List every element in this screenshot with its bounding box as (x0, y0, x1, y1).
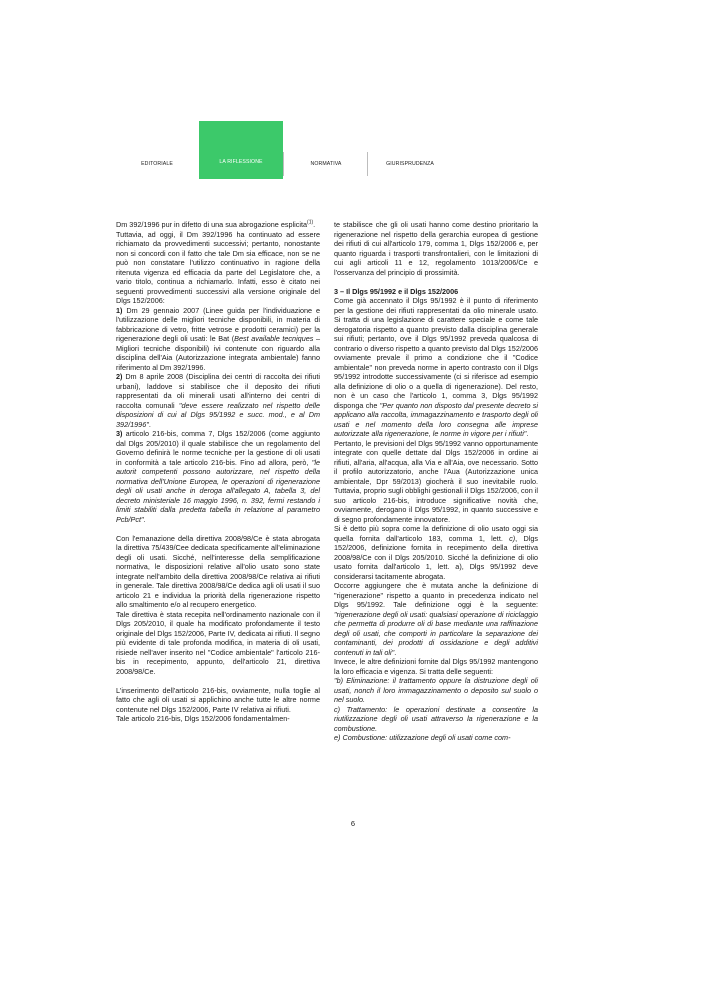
tab-la-riflessione[interactable]: LA RIFLESSIONE (199, 121, 283, 179)
text-column-right (334, 220, 538, 743)
page-number: 6 (350, 819, 356, 828)
paragraph: Tale articolo 216-bis, Dlgs 152/2006 fondamentalmen- (116, 714, 290, 723)
section-nav (115, 124, 451, 204)
definition-item: e) Combustione: utilizzazione degli oli usati come com- (334, 733, 511, 742)
paragraph: Tale direttiva è stata recepita nell'ordinamento nazionale con il Dlgs 205/2010, il quale ha modificato profondamente il testo originale del Dlgs 152/2006, Parte IV, dedicata ai rifiuti. Il segno più evidente di tale profonda modifica, in materia di oli usati, risiede nell'aver inserito nel "Codice ambientale" l'articolo 216-bis in recepimento, appunto, dell'articolo 21, direttiva 2008/98/Ce. (116, 609, 320, 676)
definition-item: "b) Eliminazione: il trattamento oppure la distruzione degli oli usati, nonch il loro immagazzinamento o deposito sul suolo o nel suolo. (334, 676, 538, 704)
tab-normativa[interactable]: NORMATIVA (283, 152, 368, 176)
paragraph: Dm 392/1996 pur in difetto di una sua abrogazione esplicita$^{(1)}$. (116, 219, 316, 229)
tab-giurisprudenza[interactable]: GIURISPRUDENZA (367, 152, 452, 176)
paragraph: Si è detto più sopra come la definizione di olio usato oggi sia quella fornita dall'articolo 183, comma 1, lett. c), Dlgs 152/2006, definizione fornita in recepimento della direttiva 2008/98/Ce con il Dlgs 205/2010. Sicché la definizione di olio usato fornita dall'articolo 1, lett. a), Dlgs 95/1992 deve considerarsi tacitamente abrogata. (334, 524, 538, 581)
paragraph: Come già accennato il Dlgs 95/1992 è il punto di riferimento per la gestione dei rifiuti rappresentati da olio minerale usato. Si tratta di una legislazione di carattere speciale e come tale derogatoria rispetto a quanto previsto dalla disciplina generale sui rifiuti; pertanto, ove il Dlgs 95/1992 preveda qualcosa di contrario o diverso rispetto a quanto previsto dal Dlgs 152/2006 ovviamente prevale il primo a condizione che il "Codice ambientale" non preveda norme in aperto contrasto con il Dlgs 95/1992 introdotte successivamente (ci si riferisce ad esempio alla definizione di olio o a quella di rigenerazione). Del resto, non è un caso che l'articolo 1, comma 3, Dlgs 95/1992 disponga che "Per quanto non disposto dal presente decreto si applicano alla raccolta, immagazzinamento e trasporto degli oli usati e nel momento della loro consegna alle imprese autorizzate alla rigenerazione, le norme in vigore per i rifiuti". (334, 296, 538, 438)
list-item: 1) Dm 29 gennaio 2007 (Linee guida per l'individuazione e l'utilizzazione delle migliori tecniche disponibili, in materia di fabbricazione di vetro, fritte vetrose e prodotti ceramici) per la rigenerazione degli oli usati: le Bat (Best available tecniques – Migliori tecniche disponibili) ivi contenute con riguardo alla disciplina dell'Aia (Autorizzazione integrata ambientale) fanno riferimento al Dm 392/1996. (116, 305, 320, 372)
paragraph: L'inserimento dell'articolo 216-bis, ovviamente, nulla toglie al fatto che agli oli usati si applichino anche tutte le altre norme contenute nel Dlgs 152/2006, Parte IV relativa ai rifiuti. (116, 685, 320, 714)
paragraph: Occorre aggiungere che è mutata anche la definizione di "rigenerazione" rispetto a quanto in precedenza indicato nel Dlgs 95/1992. Tale definizione oggi è la seguente: "rigenerazione degli oli usati: qualsiasi operazione di riciclaggio che permetta di produrre oli di base mediante una raffinazione degli oli usati, che comporti in particolare la separazione dei contaminanti, dei prodotti di ossidazione e degli additivi contenuti in tali oli". (334, 581, 538, 657)
list-item: 2) Dm 8 aprile 2008 (Disciplina dei centri di raccolta dei rifiuti urbani), laddove si stabilisce che il deposito dei rifiuti rappresentati da oli minerali usati all'interno dei centri di raccolta comunali "deve essere realizzato nel rispetto delle disposizioni di cui al Dlgs 95/1992 e succ. mod., e al Dm 392/1996". (116, 372, 320, 429)
tab-editoriale[interactable]: EDITORIALE (141, 161, 173, 167)
paragraph: Pertanto, le previsioni del Dlgs 95/1992 vanno opportunamente integrate con quelle dettate dal Dlgs 152/2006 in ordine ai rifiuti, all'aria, all'acqua, alla Via e all'Aia, ove necessario. Sotto il profilo autorizzatorio, anche l'Aua (Autorizzazione unica ambientale, Dpr 59/2013) giocherà il suo inevitabile ruolo. Tuttavia, proprio sugli obblighi gestionali il Dlgs 152/2006, con il suo articolo 216-bis, introduce significative novità che, ovviamente, derogano il Dlgs 95/1992, in quanto successive e di segno profondamente innovatore. (334, 438, 538, 524)
footnote-ref[interactable]: (1) (307, 219, 314, 226)
section-heading: 3 – Il Dlgs 95/1992 e il Dlgs 152/2006 (334, 286, 459, 296)
paragraph: Tuttavia, ad oggi, il Dm 392/1996 ha continuato ad essere richiamato da provvedimenti successivi; pertanto, nonostante non si concordi con il fatto che tale Dm sia efficace, non se ne può non constatare l'utilizzo continuativo in ragione della ritenuta vigenza ed efficacia da parte del Legislatore che, a vario titolo, continua a richiamarlo. Infatti, esso è citato nei seguenti provvedimenti successivi alla versione originale del Dlgs 152/2006: (116, 229, 320, 305)
paragraph: Con l'emanazione della direttiva 2008/98/Ce è stata abrogata la direttiva 75/439/Cee dedicata specificamente all'eliminazione degli oli usati. Sicché, nell'interesse della semplificazione normativa, le disposizioni relative all'olio usato sono state integrate nell'ambito della direttiva 2008/98/Ce relativa ai rifiuti in generale. Tale direttiva 2008/98/Ce dedica agli oli usati il suo articolo 21 e individua la priorità della rigenerazione rispetto allo smaltimento e/o al recupero energetico. (116, 533, 320, 609)
paragraph: te stabilisce che gli oli usati hanno come destino prioritario la rigenerazione nel rispetto della gerarchia europea di gestione dei rifiuti di cui all'articolo 179, comma 1, Dlgs 152/2006 e, per quanto riguarda i trasporti transfrontalieri, con le limitazioni di cui agli articoli 11 e 12, regolamento 1013/2006/Ce e l'osservanza del principio di prossimità. (334, 220, 538, 277)
text-column-left (116, 220, 320, 724)
paragraph: Invece, le altre definizioni fornite dal Dlgs 95/1992 mantengono la loro efficacia e vigenza. Si tratta delle seguenti: (334, 657, 538, 676)
definition-item: c) Trattamento: le operazioni destinate a consentire la riutilizzazione degli oli usati attraverso la rigenerazione e la combustione. (334, 704, 538, 733)
list-item: 3) articolo 216-bis, comma 7, Dlgs 152/2006 (come aggiunto dal Dlgs 205/2010) il quale stabilisce che un regolamento del Governo definirà le norme tecniche per la gestione di oli usati in conformità a tale articolo 216-bis. Fino ad allora, però, "le autorit competenti possono autorizzare, nel rispetto della normativa dell'Unione Europea, le operazioni di rigenerazione degli oli usati anche in deroga all'allegato A, tabella 3, del decreto ministeriale 16 maggio 1996, n. 392, fermi restando i limiti stabiliti dalla predetta tabella in relazione al parametro Pcb/Pct". (116, 429, 320, 524)
